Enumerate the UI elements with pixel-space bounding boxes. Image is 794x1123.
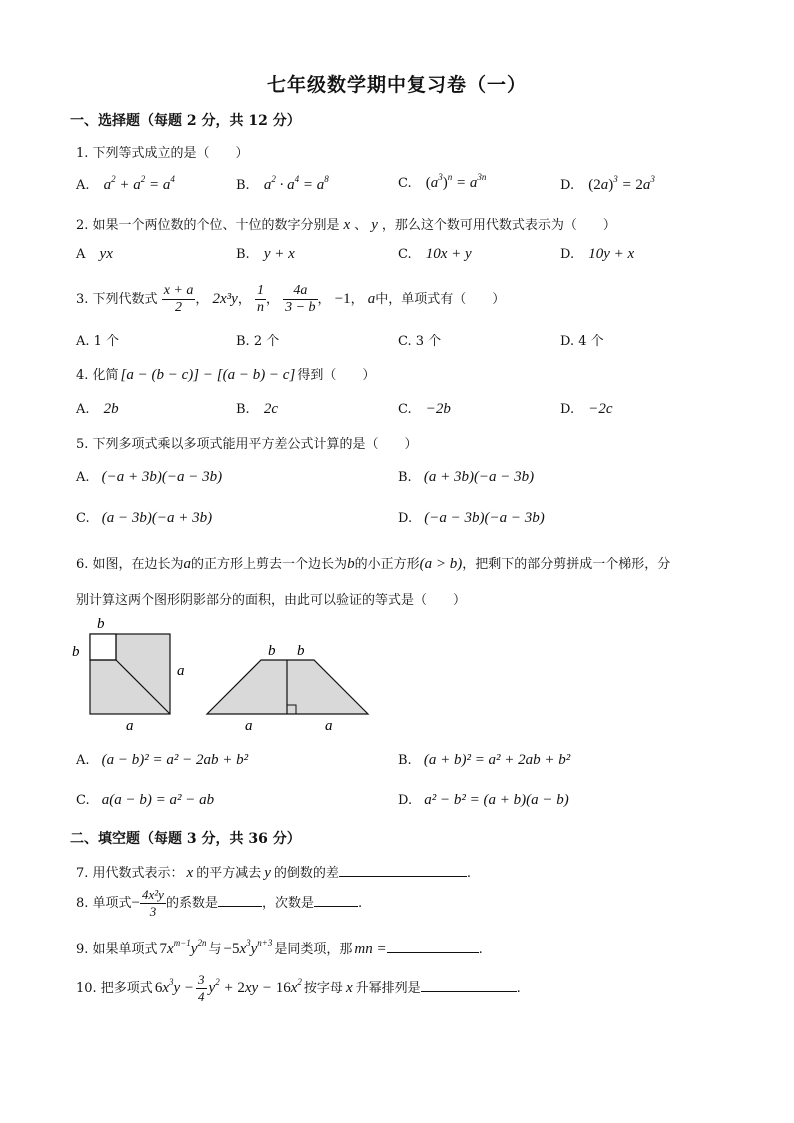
- q10-poly-part-1: $6x^3y$ −: [154, 977, 195, 996]
- option-label: D.: [560, 402, 575, 417]
- stem-text: 的平方减去: [196, 866, 262, 881]
- q2-c-expr: 10x + y: [425, 246, 472, 262]
- var-x: x: [186, 865, 194, 881]
- end-period: .: [357, 896, 363, 911]
- label-b-left: b: [72, 644, 80, 660]
- stem-text: 8. 单项式: [76, 896, 132, 911]
- q5-d-expr: (−a − 3b)(−a − 3b): [424, 510, 545, 526]
- stem-text: 与: [208, 942, 222, 957]
- end-period: .: [478, 942, 483, 957]
- label-a-trap-left: a: [245, 718, 253, 734]
- q5-option-c[interactable]: [76, 510, 212, 527]
- stem-text: 得到（ ）: [297, 368, 376, 383]
- page-title: 七年级数学期中复习卷（一）: [266, 74, 527, 96]
- q4-b-expr: 2c: [263, 401, 278, 417]
- q5-b-expr: (a + 3b)(−a − 3b): [423, 469, 535, 485]
- q8-degree-blank[interactable]: [314, 894, 358, 907]
- q6-c-expr: a(a − b) = a² − ab: [101, 792, 215, 808]
- question-6-line-2: 别计算这两个图形阴影部分的面积，由此可以验证的等式是（ ）: [76, 593, 467, 608]
- q4-option-c[interactable]: [398, 401, 451, 418]
- option-label: A.: [76, 178, 90, 193]
- option-label: C.: [76, 511, 90, 526]
- condition: (a > b): [419, 556, 463, 572]
- var-x: x: [343, 217, 351, 233]
- end-period: .: [516, 981, 521, 996]
- option-label: B.: [236, 402, 250, 417]
- q6-option-b[interactable]: [398, 752, 570, 769]
- q4-expression: [a − (b − c)] − [(a − b) − c]: [120, 367, 296, 383]
- label-a-right: a: [177, 663, 185, 679]
- stem-text: 2. 如果一个两位数的个位、十位的数字分别是: [76, 218, 340, 233]
- q4-d-expr: −2c: [588, 401, 613, 417]
- stem-text: 7. 用代数式表示：: [76, 866, 184, 881]
- stem-text: 4. 化简: [76, 368, 119, 383]
- option-label: B.: [236, 247, 250, 262]
- section-choice-heading: 一、选择题（每题 2 分，共 12 分）: [70, 113, 301, 129]
- q2-d-expr: 10y + x: [588, 246, 635, 262]
- small-square-cutout: [90, 634, 116, 660]
- option-label: B.: [398, 753, 412, 768]
- q1-option-d[interactable]: [560, 174, 655, 194]
- q5-c-expr: (a − 3b)(−a + 3b): [101, 510, 213, 526]
- q5-a-expr: (−a + 3b)(−a − 3b): [101, 469, 223, 485]
- option-label: B.: [236, 178, 250, 193]
- q9-term-1: $7x^{m-1}y^{2n}$: [159, 938, 207, 957]
- q3-option-a[interactable]: A. 1 个: [76, 334, 120, 349]
- fraction-1: $\frac{x + a}{2}$: [163, 283, 194, 315]
- option-label: D.: [398, 793, 413, 808]
- option-label: C.: [398, 176, 412, 191]
- question-6-line-1: [76, 553, 670, 573]
- term-6: a: [367, 291, 376, 307]
- q3-option-b[interactable]: B. 2 个: [236, 334, 280, 349]
- q6-figure: [64, 612, 384, 737]
- stem-text: 9. 如果单项式: [76, 942, 158, 957]
- label-b-trap-right: b: [297, 643, 305, 659]
- option-label: B.: [398, 470, 412, 485]
- q7-answer-blank[interactable]: [339, 864, 467, 877]
- term-2: 2x³y: [212, 291, 238, 307]
- var-y: y: [264, 865, 271, 881]
- q2-a-expr: yx: [99, 246, 113, 262]
- stem-text: 的小正方形: [354, 557, 420, 572]
- q4-c-expr: −2b: [425, 401, 451, 417]
- stem-text: 是同类项，那: [274, 942, 353, 957]
- option-label: D.: [398, 511, 413, 526]
- q6-a-expr: (a − b)² = a² − 2ab + b²: [101, 752, 249, 768]
- q1-d-expr: $(2a)^3 = 2a^3$: [588, 174, 655, 193]
- option-label: D.: [560, 178, 575, 193]
- stem-text: 按字母: [303, 981, 343, 996]
- q6-d-expr: a² − b² = (a + b)(a − b): [424, 792, 569, 808]
- q10-answer-blank[interactable]: [421, 979, 517, 992]
- q9-mn-label: mn =: [354, 941, 387, 957]
- q4-option-d[interactable]: [560, 401, 613, 418]
- option-label: C.: [398, 247, 412, 262]
- q6-b-expr: (a + b)² = a² + 2ab + b²: [423, 752, 571, 768]
- q2-option-d[interactable]: [560, 246, 634, 263]
- q4-option-a[interactable]: [76, 401, 119, 418]
- stem-text: 的正方形上剪去一个边长为: [191, 557, 348, 572]
- q8-coefficient-blank[interactable]: [218, 894, 262, 907]
- fraction-2: $\frac{1}{n}$: [256, 283, 264, 315]
- q5-option-b[interactable]: [398, 469, 534, 486]
- stem-text: 的倒数的差: [273, 866, 339, 881]
- option-label: A: [76, 247, 86, 262]
- label-b-trap-left: b: [268, 643, 276, 659]
- q2-option-c[interactable]: [398, 246, 472, 263]
- q2-option-a[interactable]: [76, 246, 113, 263]
- q1-b-expr: $a^2 \cdot a^4 = a^8$: [263, 174, 329, 193]
- fraction-3: $\frac{4a}{3 - b}$: [285, 283, 316, 315]
- var-b: b: [347, 556, 355, 572]
- q4-a-expr: 2b: [103, 401, 119, 417]
- q5-option-d[interactable]: [398, 510, 545, 527]
- question-3-stem: 3. 下列代数式 $\frac{x + a}{2}$ ， 2x³y， $\frac{1}{n}$ ， $\frac{4a}{3 - b}$ ， −1， a中，单项式有（ ）: [76, 283, 506, 315]
- stem-sep: 、: [354, 218, 368, 233]
- question-4-stem: [76, 364, 375, 384]
- var-y: y: [371, 217, 378, 233]
- q1-a-expr: $a^2 + a^2 = a^4$: [103, 174, 175, 193]
- q8-fraction: $\frac{\text{4x²y}}{3}$: [142, 887, 164, 919]
- stem-text: 10. 把多项式: [76, 981, 153, 996]
- q4-option-b[interactable]: [236, 401, 278, 418]
- label-b-top: b: [97, 616, 105, 632]
- q9-answer-blank[interactable]: [387, 940, 479, 953]
- q10-poly-part-2: $y^2 + 2xy - 16x^2$: [208, 977, 302, 996]
- q1-option-c[interactable]: [398, 172, 487, 192]
- option-label: A.: [76, 402, 90, 417]
- label-a-bottom: a: [126, 718, 134, 734]
- term-5: −1: [334, 291, 351, 307]
- question-9: [76, 938, 483, 958]
- question-8: [76, 887, 362, 920]
- q3-option-d[interactable]: D. 4 个: [560, 334, 604, 349]
- q6-option-d[interactable]: [398, 792, 569, 809]
- var-a: a: [183, 556, 192, 572]
- option-label: D.: [560, 247, 575, 262]
- label-a-trap-right: a: [325, 718, 333, 734]
- q1-c-expr: $(a^3)^n = a^{3n}$: [425, 172, 487, 191]
- question-10: [76, 972, 521, 1005]
- q6-option-a[interactable]: [76, 752, 248, 769]
- q2-option-b[interactable]: [236, 246, 295, 263]
- option-label: C.: [76, 793, 90, 808]
- q6-option-c[interactable]: [76, 792, 214, 809]
- stem-text: 6. 如图，在边长为: [76, 557, 184, 572]
- q5-option-a[interactable]: [76, 469, 222, 486]
- q3-option-c[interactable]: C. 3 个: [398, 334, 442, 349]
- q2-b-expr: y + x: [263, 246, 295, 262]
- section-fill-heading: 二、填空题（每题 3 分，共 36 分）: [70, 831, 301, 847]
- question-1-stem: 1. 下列等式成立的是（ ）: [76, 146, 249, 161]
- question-5-stem: 5. 下列多项式乘以多项式能用平方差公式计算的是（ ）: [76, 437, 418, 452]
- negative-sign: −: [131, 895, 141, 911]
- stem-text: 3. 下列代数式: [76, 292, 158, 307]
- q1-option-a[interactable]: [76, 174, 175, 194]
- option-label: A.: [76, 753, 90, 768]
- question-7: [76, 862, 471, 882]
- q9-term-2: $-5x^3y^{n+3}$: [223, 938, 273, 957]
- stem-text: 升幂排列是: [355, 981, 421, 996]
- stem-text: ，把剩下的部分剪拼成一个梯形，分: [462, 557, 671, 572]
- option-label: C.: [398, 402, 412, 417]
- stem-text: 的系数是: [165, 896, 218, 911]
- var-x: x: [345, 980, 353, 996]
- stem-text: 中，单项式有（ ）: [375, 292, 506, 307]
- q10-fraction: $\frac{3}{4}$: [198, 972, 205, 1004]
- q1-option-b[interactable]: [236, 174, 329, 194]
- option-label: A.: [76, 470, 90, 485]
- end-period: .: [466, 866, 472, 881]
- question-2-stem: [76, 214, 616, 234]
- stem-text: ，次数是: [261, 896, 314, 911]
- stem-text: ，那么这个数可用代数式表示为（ ）: [381, 218, 616, 233]
